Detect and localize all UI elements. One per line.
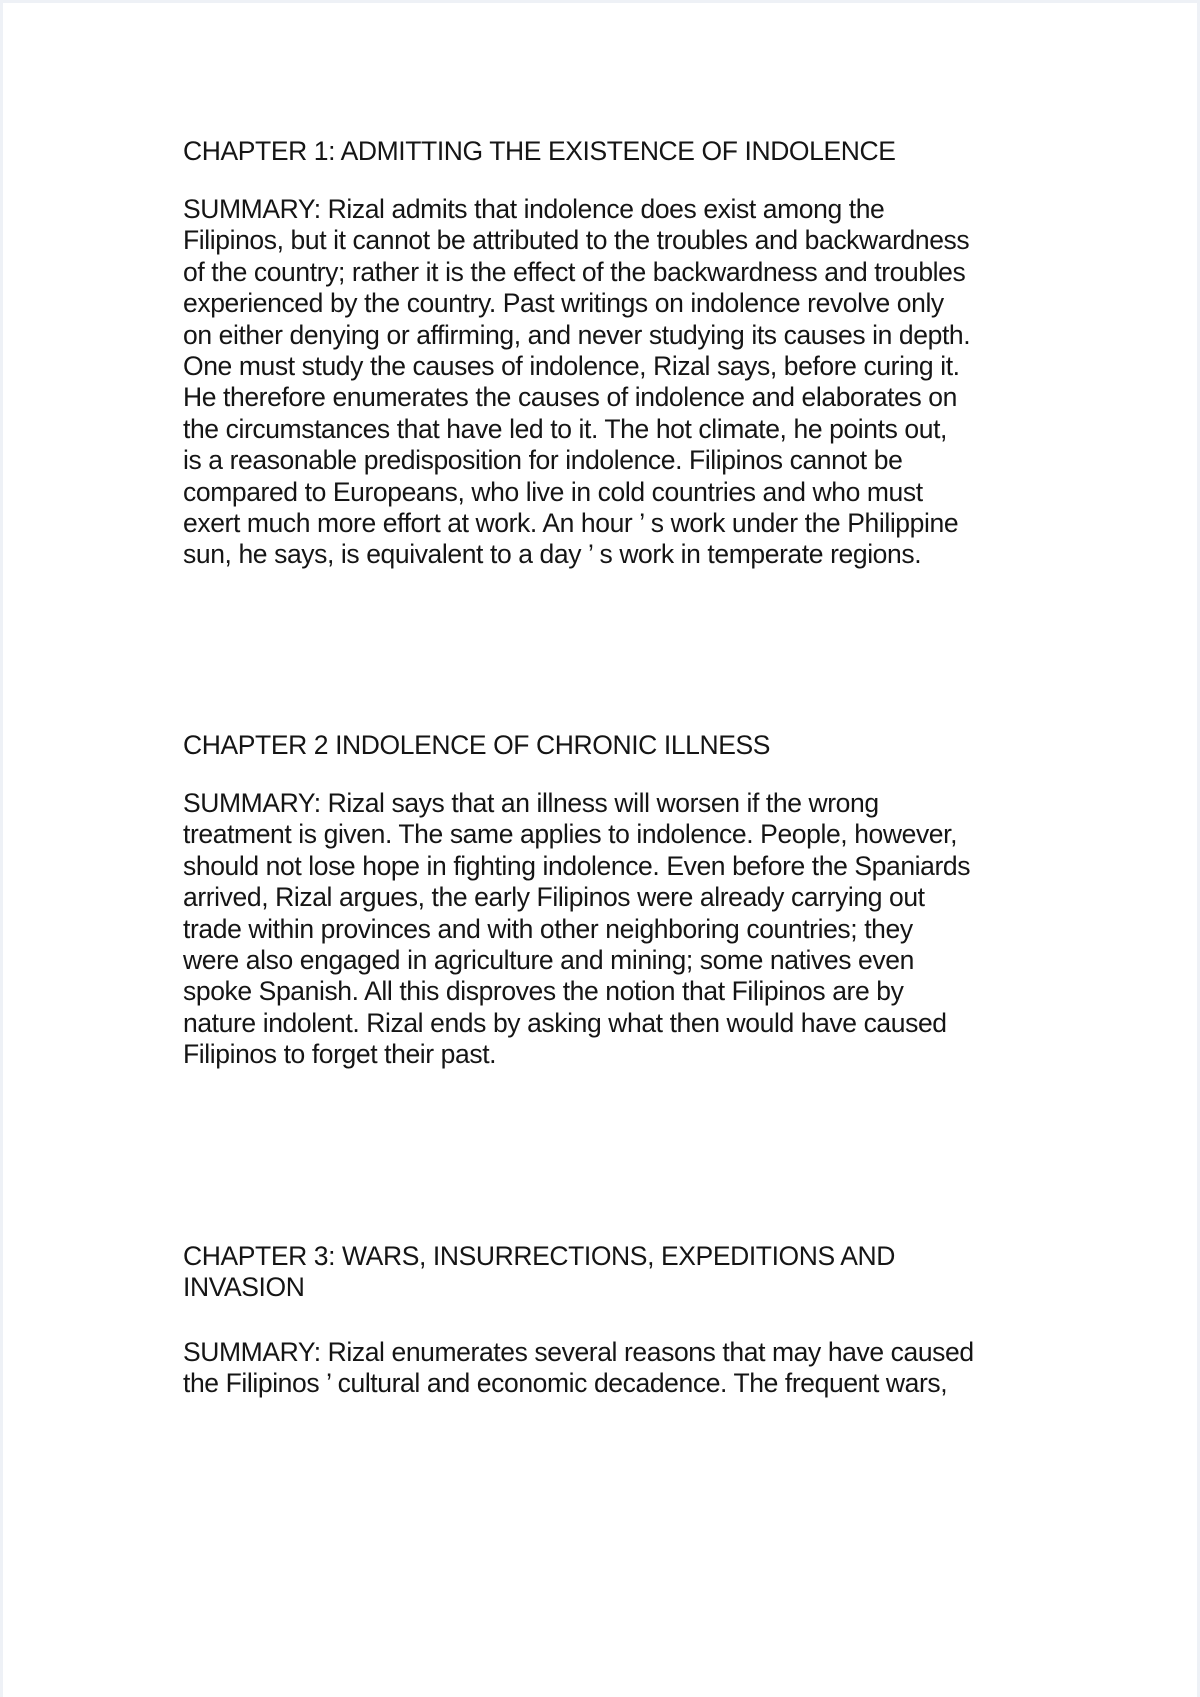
chapter-2-heading: CHAPTER 2 INDOLENCE OF CHRONIC ILLNESS: [183, 730, 771, 760]
chapter-3-summary-line: SUMMARY: Rizal enumerates several reasons that may have caused: [183, 1337, 974, 1367]
chapter-2-summary-line: spoke Spanish. All this disproves the notion that Filipinos are by: [183, 976, 904, 1007]
chapter-1-summary-line: on either denying or affirming, and never studying its causes in depth.: [183, 319, 971, 350]
chapter-1-summary-line: Filipinos, but it cannot be attributed to the troubles and backwardness: [183, 225, 970, 256]
chapter-3-heading: CHAPTER 3: WARS, INSURRECTIONS, EXPEDITIONS AND: [183, 1241, 896, 1271]
chapter-2-summary-line: SUMMARY: Rizal says that an illness will worsen if the wrong: [183, 788, 879, 818]
chapter-1-summary-line: compared to Europeans, who live in cold countries and who must: [183, 476, 923, 507]
document-page: [3, 3, 1197, 1697]
chapter-2-summary-line: Filipinos to forget their past.: [183, 1039, 497, 1070]
chapter-2-summary-line: nature indolent. Rizal ends by asking what then would have caused: [183, 1007, 947, 1038]
chapter-1-heading: CHAPTER 1: ADMITTING THE EXISTENCE OF INDOLENCE: [183, 136, 896, 166]
chapter-3-heading: INVASION: [183, 1272, 305, 1303]
chapter-1-summary-line: of the country; rather it is the effect of the backwardness and troubles: [183, 256, 966, 287]
chapter-1-summary-line: is a reasonable predisposition for indolence. Filipinos cannot be: [183, 445, 903, 476]
chapter-2-summary-line: were also engaged in agriculture and mining; some natives even: [183, 945, 914, 975]
chapter-2-summary-line: should not lose hope in fighting indolence. Even before the Spaniards: [183, 850, 971, 881]
chapter-2-summary-line: treatment is given. The same applies to indolence. People, however,: [183, 819, 958, 850]
chapter-1-summary-line: experienced by the country. Past writings on indolence revolve only: [183, 288, 944, 319]
chapter-3-summary-line: the Filipinos ’ cultural and economic decadence. The frequent wars,: [183, 1368, 948, 1399]
chapter-1-summary-line: the circumstances that have led to it. The hot climate, he points out,: [183, 413, 947, 444]
chapter-1-summary-line: One must study the causes of indolence, Rizal says, before curing it.: [183, 351, 960, 381]
chapter-1-summary-line: He therefore enumerates the causes of indolence and elaborates on: [183, 382, 957, 413]
chapter-1-summary-line: sun, he says, is equivalent to a day ’ s work in temperate regions.: [183, 539, 922, 570]
chapter-1-summary-line: SUMMARY: Rizal admits that indolence does exist among the: [183, 194, 885, 224]
chapter-1-summary-line: exert much more effort at work. An hour ’ s work under the Philippine: [183, 508, 959, 538]
chapter-2-summary-line: trade within provinces and with other neighboring countries; they: [183, 913, 913, 944]
chapter-2-summary-line: arrived, Rizal argues, the early Filipinos were already carrying out: [183, 882, 925, 913]
